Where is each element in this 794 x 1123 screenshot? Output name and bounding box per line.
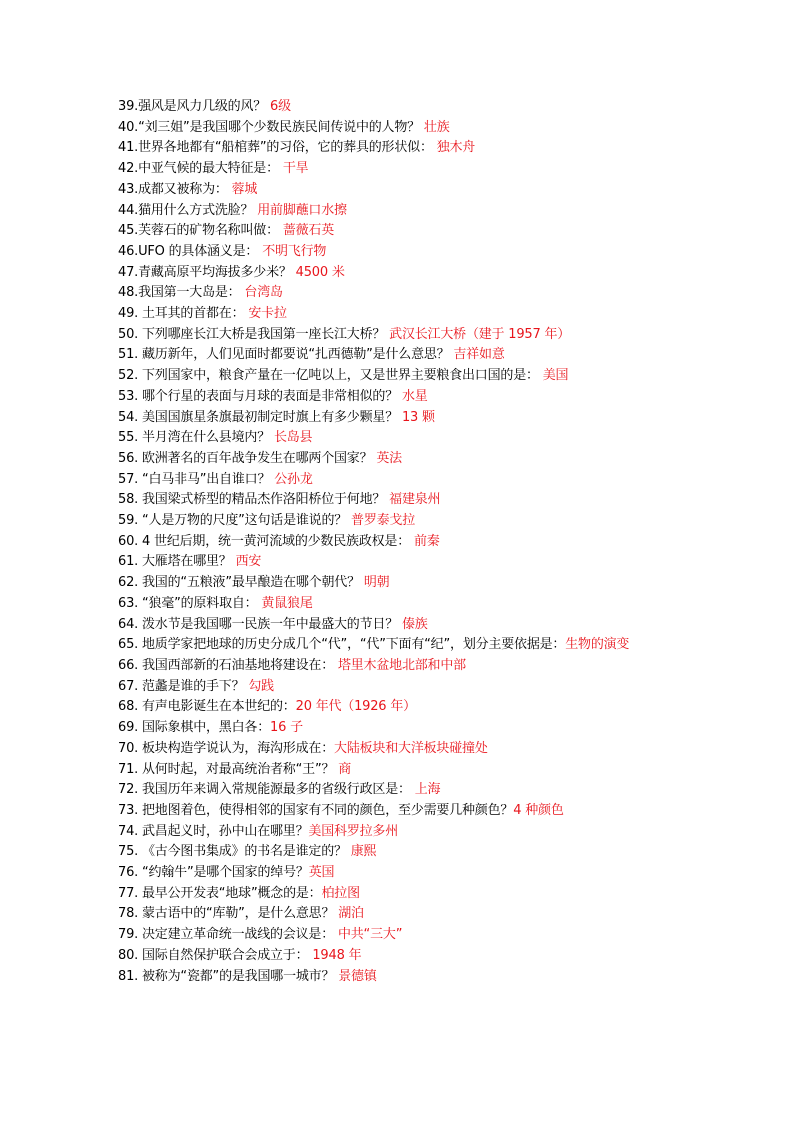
qa-item [118,780,678,801]
question-number: 50. [118,326,139,342]
qa-item [118,822,678,843]
question-number: 46. [118,243,139,259]
qa-item [118,428,678,449]
question-number: 80. [118,947,139,963]
question-number: 49. [118,306,139,322]
question-text: 中亚气候的最大特征是： [138,161,279,177]
question-number: 67. [118,678,139,694]
answer-text: 独木舟 [436,140,476,156]
question-text: 我国梁式桥型的精品杰作洛阳桥位于何地？ [138,492,386,508]
answer-text: 水星 [401,388,428,404]
question-number: 63. [118,595,139,611]
answer-text: 吉祥如意 [453,347,505,363]
question-text: 4 世纪后期，统一黄河流域的少数民族政权是： [138,533,411,549]
question-text: 下列哪座长江大桥是我国第一座长江大桥？ [138,326,386,342]
question-text: 最早公开发表“地球”概念的是： [138,885,322,901]
qa-item [118,925,678,946]
question-number: 65. [118,637,139,653]
answer-text: 用前脚蘸口水擦 [257,202,347,218]
qa-item [118,573,678,594]
question-text: 强风是风力几级的风？ [138,99,267,114]
question-text: 猫用什么方式洗脸？ [138,202,254,218]
question-number: 53. [118,388,139,404]
question-number: 57. [118,471,139,487]
question-text: 范蠡是谁的手下？ [138,678,245,694]
qa-item [118,242,678,263]
answer-text: 16 子 [270,720,303,736]
qa-item [118,408,678,429]
qa-item [118,801,678,822]
qa-item [118,967,678,988]
qa-item [118,594,678,615]
qa-item [118,863,678,884]
answer-text: 美国科罗拉多州 [308,823,399,839]
answer-text: 傣族 [401,616,428,632]
qa-item [118,946,678,967]
question-number: 58. [118,492,139,508]
question-text: UFO 的具体涵义是： [138,243,259,259]
question-text: 下列国家中，粮食产量在一亿吨以上，又是世界主要粮食出口国的是： [138,368,539,384]
qa-item [118,180,678,201]
question-number: 72. [118,782,139,798]
qa-item [118,138,678,159]
answer-text: 柏拉图 [321,885,360,901]
answer-text: 壮族 [423,119,450,135]
question-number: 60. [118,533,139,549]
question-number: 56. [118,450,139,466]
qa-item [118,552,678,573]
qa-item [118,97,678,118]
question-text: 我国的“五粮液”最早酿造在哪个朝代？ [138,575,360,591]
answer-text: 西安 [235,554,262,570]
qa-document [118,97,678,987]
question-number: 45. [118,223,139,239]
answer-text: 长岛县 [273,430,313,446]
qa-item [118,470,678,491]
question-text: 国际自然保护联合会成立于： [138,947,309,963]
qa-item [118,366,678,387]
question-text: 决定建立革命统一战线的会议是： [138,927,335,943]
question-number: 43. [118,181,139,197]
answer-text: 不明飞行物 [262,243,327,259]
answer-text: 塔里木盆地北部和中部 [337,657,466,673]
answer-text: 中共“三大” [337,927,403,943]
answer-text: 大陆板块和大洋板块碰撞处 [334,740,488,756]
qa-item [118,718,678,739]
qa-item [118,159,678,180]
question-text: “狼毫”的原料取自： [138,595,258,611]
answer-text: 福建泉州 [389,492,441,508]
question-text: 芙蓉石的矿物名称叫做： [138,223,279,239]
question-text: 有声电影诞生在本世纪的： [138,699,296,715]
question-text: 我国第一大岛是： [138,285,241,301]
question-text: 青藏高原平均海拔多少米？ [138,264,292,280]
answer-text: 商 [338,761,352,777]
qa-list [118,97,678,987]
question-text: 大雁塔在哪里？ [138,554,232,570]
qa-item [118,760,678,781]
question-text: 被称为“瓷都”的是我国哪一城市？ [138,968,335,984]
question-text: 国际象棋中，黑白各： [138,720,271,736]
question-number: 70. [118,740,139,756]
answer-text: 4 种颜色 [513,802,564,818]
question-number: 47. [118,264,139,280]
question-number: 75. [118,844,139,860]
qa-item [118,221,678,242]
qa-item [118,697,678,718]
question-text: 藏历新年，人们见面时都要说“扎西德勒”是什么意思？ [138,347,450,363]
answer-text: 6级 [270,99,291,114]
answer-text: 上海 [414,782,441,798]
answer-text: 安卡拉 [248,306,287,322]
qa-item [118,842,678,863]
question-text: 武昌起义时，孙中山在哪里？ [138,823,309,839]
question-number: 73. [118,802,139,818]
question-number: 55. [118,430,139,446]
question-text: 地质学家把地球的历史分成几个“代”，“代”下面有“纪”，划分主要依据是： [138,637,566,653]
qa-item [118,201,678,222]
question-text: 我国历年来调入常规能源最多的省级行政区是： [138,782,411,798]
question-text: 板块构造学说认为，海沟形成在： [138,740,335,756]
qa-item [118,739,678,760]
answer-text: 英法 [376,450,402,466]
question-text: “白马非马”出自谁口？ [138,471,271,487]
qa-item [118,387,678,408]
qa-item [118,490,678,511]
qa-item [118,511,678,532]
question-number: 54. [118,409,139,425]
question-number: 52. [118,368,139,384]
question-number: 77. [118,885,139,901]
qa-item [118,304,678,325]
question-number: 51. [118,347,139,363]
answer-text: 干旱 [282,161,309,177]
qa-item [118,904,678,925]
question-number: 64. [118,616,139,632]
question-text: 哪个行星的表面与月球的表面是非常相似的？ [138,388,399,404]
question-text: 成都又被称为： [138,181,228,197]
question-text: “刘三姐”是我国哪个少数民族民间传说中的人物？ [138,119,420,135]
qa-item [118,615,678,636]
answer-text: 4500 米 [295,264,345,280]
answer-text: 勾践 [248,678,274,694]
qa-item [118,263,678,284]
answer-text: 蔷薇石英 [282,223,335,239]
question-number: 68. [118,699,139,715]
answer-text: 普罗泰戈拉 [351,513,416,529]
answer-text: 景德镇 [338,968,377,984]
qa-item [118,118,678,139]
question-number: 61. [118,554,139,570]
question-text: 半月湾在什么县境内？ [138,430,271,446]
answer-text: 前秦 [413,533,440,549]
question-number: 59. [118,513,139,529]
question-text: “人是万物的尺度”这句话是谁说的？ [138,513,348,529]
question-text: 土耳其的首都在： [138,306,245,322]
answer-text: 公孙龙 [274,471,313,487]
question-number: 81. [118,968,139,984]
question-number: 66. [118,657,139,673]
answer-text: 康熙 [350,844,377,860]
question-number: 74. [118,823,139,839]
question-number: 62. [118,575,139,591]
answer-text: 黄鼠狼尾 [261,595,313,611]
question-text: 美国国旗星条旗最初制定时旗上有多少颗星？ [138,409,399,425]
answer-text: 明朝 [363,575,390,591]
question-number: 69. [118,720,139,736]
question-text: 从何时起，对最高统治者称“王”？ [138,761,335,777]
qa-item [118,677,678,698]
answer-text: 湖泊 [338,906,364,922]
answer-text: 台湾岛 [244,285,283,301]
question-number: 78. [118,906,139,922]
answer-text: 英国 [308,865,335,881]
question-text: 把地图着色，使得相邻的国家有不同的颜色，至少需要几种颜色？ [138,802,514,818]
question-text: 泼水节是我国哪一民族一年中最盛大的节日？ [138,616,399,632]
question-number: 41. [118,140,139,156]
answer-text: 美国 [542,368,569,384]
question-text: 《古今图书集成》的书名是谁定的？ [138,844,347,860]
question-text: 我国西部新的石油基地将建设在： [138,657,335,673]
question-text: “约翰牛”是哪个国家的绰号？ [138,865,309,881]
question-number: 44. [118,202,139,218]
question-number: 79. [118,927,139,943]
qa-item [118,283,678,304]
answer-text: 20 年代（1926 年） [295,699,416,715]
question-number: 71. [118,761,139,777]
question-number: 76. [118,865,139,881]
answer-text: 生物的演变 [565,637,630,653]
question-text: 世界各地都有“船棺葬”的习俗，它的葬具的形状似： [138,140,433,156]
question-number: 48. [118,285,139,301]
question-number: 39. [118,99,139,114]
qa-item [118,532,678,553]
question-number: 42. [118,161,139,177]
question-number: 40. [118,119,139,135]
qa-item [118,635,678,656]
answer-text: 武汉长江大桥（建于 1957 年） [389,326,571,342]
question-text: 欧洲著名的百年战争发生在哪两个国家？ [138,450,373,466]
answer-text: 1948 年 [312,947,362,963]
qa-item [118,325,678,346]
qa-item [118,884,678,905]
answer-text: 13 颗 [401,409,435,425]
qa-item [118,656,678,677]
question-text: 蒙古语中的“库勒”，是什么意思？ [138,906,335,922]
qa-item [118,449,678,470]
qa-item [118,345,678,366]
answer-text: 蓉城 [231,181,258,197]
